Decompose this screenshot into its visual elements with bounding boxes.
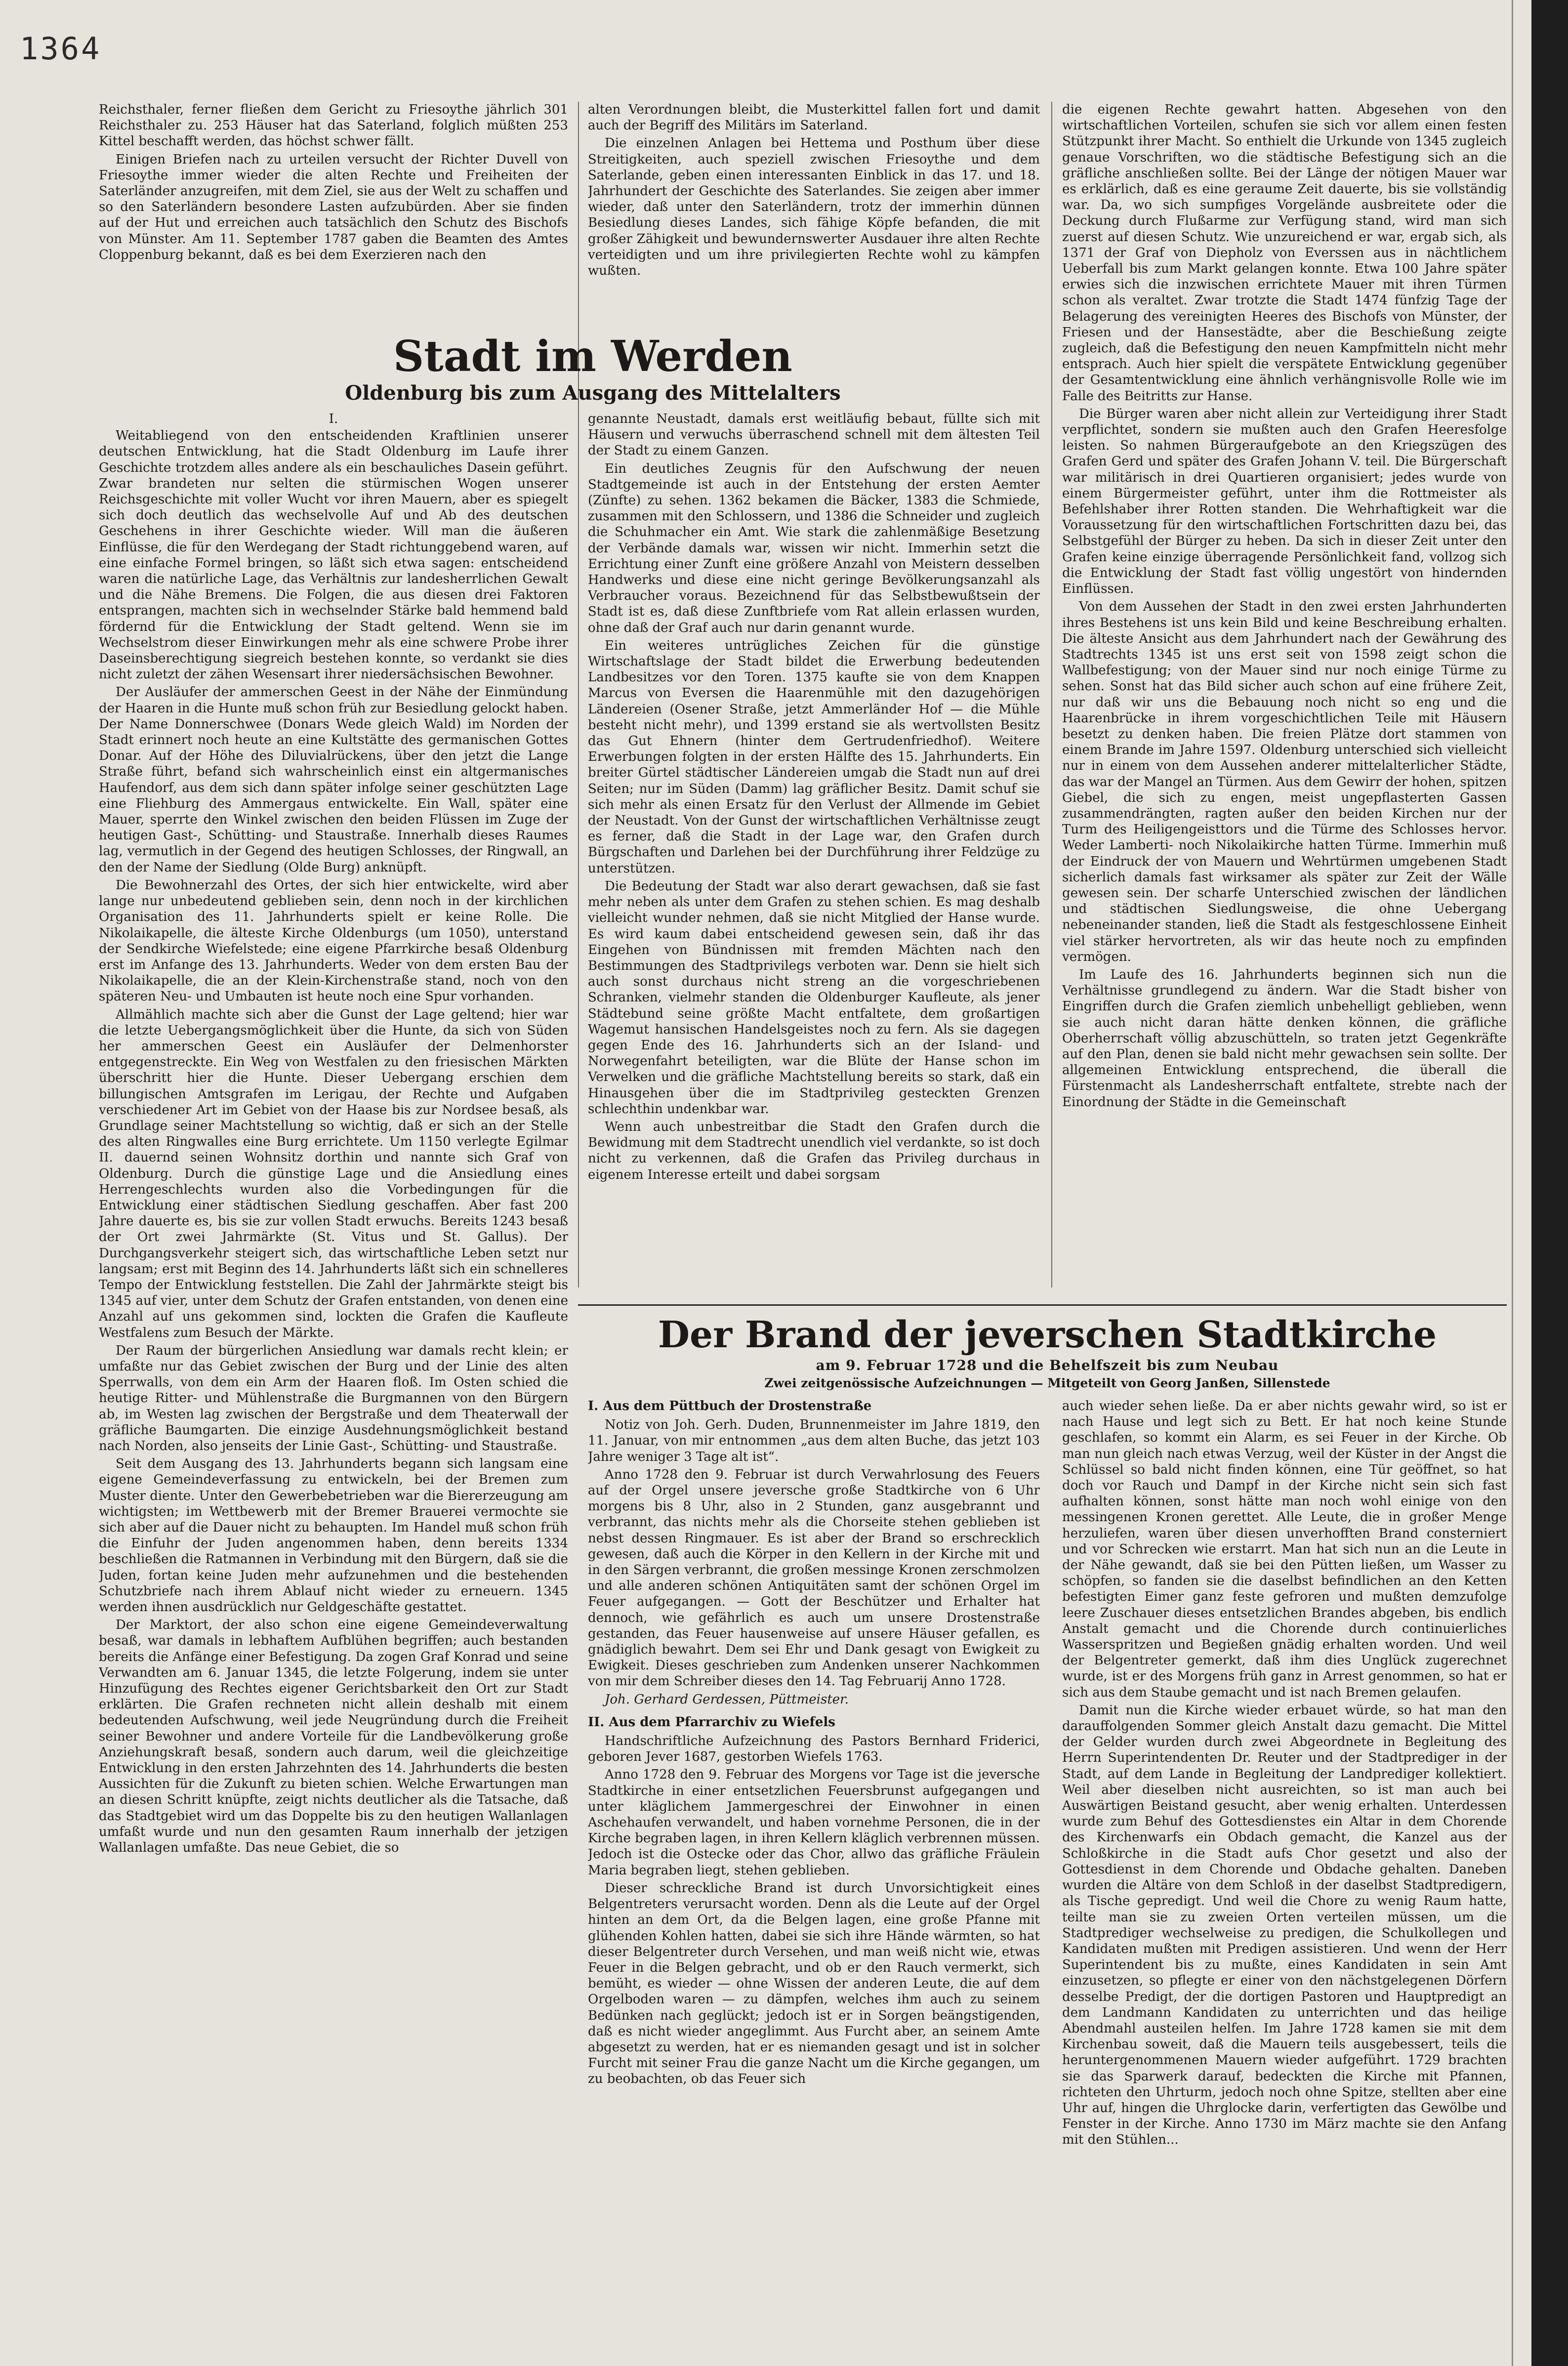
- paragraph: genannte Neustadt, damals erst weitläufig bebaut, füllte sich mit Häusern und verwuchs überraschend schnell mit dem ältesten Teil der Stadt zu einem Ganzen.: [588, 412, 1040, 458]
- paragraph: Anno 1728 den 9. Februar ist durch Verwahrlosung des Feuers auf der Orgel unsere jeversche große Stadtkirche von 6 Uhr morgens bis 8 Uhr, also in 2 Stunden, ganz ausgebrannt und verbrannt, das nichts mehr als die Chorseite stehen geblieben ist nebst dessen Ringmauer. Es ist aber der Brand so erschrecklich gewesen, daß auch die Körper in den Kellern in der Kirche mit und in den Särgen verbrannt, die großen messinge Kronen zerschmolzen und alle anderen schönen Antiquitäten samt der schönen Orgel im Feuer aufgegangen. — Gott der Beschützer und Erhalter hat dennoch, wie gefährlich es auch um unsere Drostenstraße gestanden, das Feuer hausenweise auf unsere Häuser gefallen, es gnädiglich bewahrt. Dem sei Ehr und Dank gesagt von Ewigkeit zu Ewigkeit. Dieses geschrieben zum Andenken unserer Nachkommen von mir dem Schreiber dieses den 14. Tag Februarij Anno 1728.: [588, 1467, 1040, 1689]
- paragraph: Die Bürger waren aber nicht allein zur Verteidigung ihrer Stadt verpflichtet, sondern sie mußten auch den Grafen Heeresfolge leisten. So nahmen Bürgeraufgebote an den Kriegszügen des Grafen Gerd und später des Grafen Johann V. teil. Die Bürgerschaft war militärisch in drei Quartieren organisiert; jedes wurde von einem Bürgermeister geführt, unter ihm die Rottmeister als Befehlshaber ihrer Rotten standen. Die Wehrhaftigkeit war die Voraussetzung für den wirtschaftlichen Fortschritten dazu bei, das Selbstgefühl der Bürger zu heben. Da sich in dieser Zeit unter den Grafen keine einzige überragende Persönlichkeit fand, vollzog sich die Entwicklung der Stadt fast völlig ungestört von hindernden Einflüssen.: [1062, 406, 1507, 597]
- scan-dark-border: [1531, 0, 1568, 2366]
- section-heading: I. Aus dem Püttbuch der Drostenstraße: [588, 1399, 872, 1413]
- article1-column-2: [588, 411, 1040, 1290]
- paragraph: Die Bedeutung der Stadt war also derart gewachsen, daß sie fast mehr neben als unter dem Grafen zu stehen schien. Es mag deshalb vielleicht wunder nehmen, daß sie nicht Mitglied der Hanse wurde. Es wird kaum dabei entscheidend gewesen sein, daß ihr das Eingehen von Bündnissen mit fremden Mächten nach den Bestimmungen des Stadtprivilegs verboten war. Denn sie hielt sich auch sonst durchaus nicht streng an die vorgeschriebenen Schranken, vielmehr standen die Oldenburger Kaufleute, als jener Städtebund seine größte Macht entfaltete, dem großartigen Wagemut hansischen Handelsgeistes noch zu fern. Als sie dagegen gegen Ende des 16. Jahrhunderts sich an der Island- und Norwegenfahrt beteiligten, war die Blüte der Hanse schon im Verwelken und die gräfliche Machtstellung bereits so stark, daß ein Hinausgehen über die im Stadtprivileg gesteckten Grenzen schlechthin undenkbar war.: [588, 878, 1040, 1117]
- article2-column-2: [1062, 1398, 1507, 2307]
- article-title: Stadt im Werden: [393, 332, 792, 381]
- page-number: 1364: [20, 31, 102, 67]
- paragraph: Einigen Briefen nach zu urteilen versucht der Richter Duvell von Friesoythe immer wieder die alten Rechte und Freiheiten der Saterländer anzugreifen, mit dem Ziel, sie aus der Welt zu schaffen und so den Saterländern besondere Lasten aufzubürden. Aber sie finden auf der Hut und erreichen auch tatsächlich den Schutz des Bischofs von Münster. Am 11. September 1787 gaben die Beamten des Amtes Cloppenburg bekannt, daß es bei dem Exerzieren nach den: [99, 152, 568, 262]
- paragraph: Damit nun die Kirche wieder erbauet würde, so hat man den darauffolgenden Sommer gleich Anstalt dazu gemacht. Die Mittel der Gelder wurden durch zwei Abgeordnete in Begleitung des Herrn Superintendenten Dr. Reuter und der Stadtprediger in der Stadt, auf dem Lande in Begleitung der Landprediger kollektiert. Weil aber dieselben nicht ausreichten, so ist man auch bei Auswärtigen Beistand gesucht, aber wenig erhalten. Unterdessen wurde zum Behuf des Gottesdienstes ein Altar in dem Chorende des Kirchenwarfs ein Obdach gemacht, die Kanzel aus der Schloßkirche in die Stadt aufs Chor gesetzt und also der Gottesdienst in dem Chorende und Obdache gehalten. Daneben wurden die Altäre von dem Schloß in der daselbst Stadtpredigern, als Tische gepredigt. Und weil die Chore zu wenig Raum hatte, teilte man sie zu zweien Orten verteilen müssen, um die Stadtprediger wechselweise zu predigen, die Schulkollegen und Kandidaten mußten mit Predigen assistieren. Und wenn der Herr Superintendent bis zu mußte, eines Kandidaten in sein Amt einzusetzen, so pflegte er einer von den nächstgelegenen Dörfern desselbe Predigt, der die dortigen Pastoren und Hauptpredigt an dem Landmann Kandidaten zu unterrichten und das heilige Abendmahl austeilen helfen. Im Jahre 1728 kamen sie mit dem Kirchenbau soweit, daß die Mauern teils ausgebessert, teils die heruntergenommenen Mauern wieder aufgeführt. 1729 brachten sie das Sparwerk darauf, bedeckten die Kirche mit Pfannen, richteten den Uhrturm, jedoch noch ohne Spitze, stellten aber eine Uhr auf, hingen die Uhrglocke darin, verfertigten das Gewölbe und Fenster in der Kirche. Anno 1730 im März machte sie den Anfang mit den Stühlen...: [1062, 1702, 1507, 2148]
- paragraph: Der Raum der bürgerlichen Ansiedlung war damals recht klein; er umfaßte nur das Gebiet zwischen der Burg und der Linie des alten Sperrwalls, von dem ein Arm der Haaren floß. Im Osten schied die heutige Ritter- und Mühlenstraße die Burgmannen von den Bürgern ab, im Westen lag zwischen der Bergstraße und dem Theaterwall der gräfliche Baumgarten. Die einzige Ausdehnungsmöglichkeit bestand nach Norden, also jenseits der Linie Gast-, Schütting- und Staustraße.: [99, 1343, 568, 1453]
- paragraph: Reichsthaler, ferner fließen dem Gericht zu Friesoythe jährlich 301 Reichsthaler zu. 253 Häuser hat das Saterland, folglich müßten 253 Kittel beschafft werden, das höchst schwer fällt.: [99, 102, 568, 149]
- article-subtitle: Oldenburg bis zum Ausgang des Mittelalters: [345, 381, 841, 405]
- paragraph: Im Laufe des 16. Jahrhunderts beginnen sich nun die Verhältnisse grundlegend zu ändern. War die Stadt bisher von Eingriffen durch die Grafen ziemlich unbehelligt geblieben, wenn sie auch nicht daran hätte denken können, die gräfliche Oberherrschaft völlig abzuschütteln, so traten jetzt Gegenkräfte auf den Plan, denen sie bald nicht mehr gewachsen sein sollte. Der allgemeinen Entwicklung entsprechend, die überall die Fürstenmacht als Landesherrschaft entfaltete, strebte nach der Einordnung der Städte in die Gemeinschaft: [1062, 967, 1507, 1110]
- scan-edge-line: [1512, 0, 1513, 2366]
- paragraph: Allmählich machte sich aber die Gunst der Lage geltend; hier war die letzte Uebergangsmöglichkeit über die Hunte, da sich von Süden her ammerschen Geest ein Ausläufer der Delmenhorster entgegenstreckte. Ein Weg von Westfalen zu den friesischen Märkten überschritt hier die Hunte. Dieser Uebergang erschien dem billungischen Amtsgrafen im Lerigau, der Rechte und Aufgaben verschiedener Art im Gebiet von der Haase bis zur Nordsee besaß, als Grundlage seiner Machtstellung so wichtig, daß er sich an der Stelle des alten Ringwalles eine Burg errichtete. Um 1150 verlegte Egilmar II. dauernd seinen Wohnsitz dorthin und nannte sich Graf von Oldenburg. Durch die günstige Lage und die Ansiedlung eines Herrengeschlechts wurden also die Vorbedingungen für die Entwicklung einer städtischen Siedlung geschaffen. Aber fast 200 Jahre dauerte es, bis sie zur vollen Stadt erwuchs. Bereits 1243 besaß der Ort zwei Jahrmärkte (St. Vitus und St. Gallus). Der Durchgangsverkehr steigert sich, das wirtschaftliche Leben setzt nur langsam; erst mit Beginn des 14. Jahrhunderts läßt sich ein schnelleres Tempo der Entwicklung feststellen. Die Zahl der Jahrmärkte steigt bis 1345 auf vier, unter dem Schutz der Grafen entstanden, von denen eine Anzahl auf uns gekommen sind, lockten die Grafen die Kaufleute Westfalens zum Besuch der Märkte.: [99, 1007, 568, 1340]
- paragraph: Der Ausläufer der ammerschen Geest in der Nähe der Einmündung der Haaren in die Hunte muß schon früh zur Besiedlung gelockt haben. Der Name Donnerschwee (Donars Wede gleich Wald) im Norden der Stadt erinnert noch heute an eine Kultstätte des germanischen Gottes Donar. Auf der Höhe des Diluvialrückens, über den jetzt die Lange Straße führt, befand sich wahrscheinlich einst ein altgermanisches Haufendorf, aus dem sich dann später infolge seiner geschützten Lage eine Fliehburg des Ammergaus entwickelte. Ein Wall, später eine Mauer, sperrte den Winkel zwischen den beiden Flüssen im Zuge der heutigen Gast-, Schütting- und Staustraße. Innerhalb dieses Raumes lag, vermutlich in der Gegend des heutigen Schlosses, der Ringwall, an den der Name der Siedlung (Olde Burg) anknüpft.: [99, 685, 568, 875]
- article2-top-rule: [578, 1304, 1507, 1306]
- paragraph: Notiz von Joh. Gerh. Duden, Brunnenmeister im Jahre 1819, den 11. Januar, von mir entnommen „aus dem alten Buche, das jetzt 103 Jahre weniger 3 Tage alt ist“.: [588, 1417, 1040, 1464]
- section-heading: II. Aus dem Pfarrarchiv zu Wiefels: [588, 1714, 835, 1730]
- paragraph: Weitabliegend von den entscheidenden Kraftlinien unserer deutschen Entwicklung, hat die Stadt Oldenburg im Laufe ihrer Geschichte trotzdem alles andere als ein beschauliches Dasein geführt. Zwar brandeten nur selten die stürmischen Wogen unserer Reichsgeschichte mit voller Wucht vor ihren Mauern, aber es spiegelt sich doch deutlich das wechselvolle Auf und Ab des deutschen Geschehens in ihrer Geschichte wieder. Will man die äußeren Einflüsse, die für den Werdegang der Stadt richtunggebend waren, auf eine einfache Formel bringen, so läßt sich etwa sagen: entscheidend waren die natürliche Lage, das Verhältnis zur landesherrlichen Gewalt und die Nähe Bremens. Die Folgen, die aus diesen drei Faktoren entsprangen, machten sich in wechselnder Stärke bald hemmend bald fördernd für die Entwicklung der Stadt geltend. Wenn sie im Wechselstrom dieser Einwirkungen mehr als eine schwere Probe ihrer Daseinsberechtigung siegreich bestehen konnte, so verdankt sie dies nicht zuletzt der zähen Wesensart ihrer niedersächsischen Bewohner.: [99, 428, 568, 682]
- article1-column-1: [99, 411, 568, 2190]
- article2-title: Der Brand der jeverschen Stadtkirche: [658, 1314, 1437, 1356]
- paragraph: alten Verordnungen bleibt, die Musterkittel fallen fort und damit auch der Begriff des Militärs im Saterland.: [588, 102, 1040, 133]
- paragraph: Wenn auch unbestreitbar die Stadt den Grafen durch die Bewidmung mit dem Stadtrecht unendlich viel verdankte, so ist doch nicht zu verkennen, daß die Grafen das Privileg durchaus in eigenem Interesse erteilt und dabei sorgsam: [588, 1119, 1040, 1182]
- top-column-1: [99, 102, 568, 319]
- paragraph: Dieser schreckliche Brand ist durch Unvorsichtigkeit eines Belgentreters verursacht worden. Denn als die Leute auf der Orgel hinten an dem Ort, da die Belgen lagen, eine große Pfanne mit glühenden Kohlen hatten, dabei sie sich ihre Hände wärmten, so hat dieser Belgentreter durch Versehen, und man weiß nicht wie, etwas Feuer in die Belgen gebracht, und ob er den Rauch vermerkt, sich bemüht, es wieder — ohne Wissen der anderen Leute, die auf dem Orgelboden waren — zu dämpfen, welches ihm auch zu seinem Bedünken nach geglückt; jedoch ist er in Sorgen beängstigenden, daß es nicht wieder angeglimmt. Aus Furcht aber, an seinem Amte abgesetzt zu werden, hat er es niemanden gesagt und ist in solcher Furcht mit seiner Frau die ganze Nacht um die Kirche gegangen, um zu beobachten, ob das Feuer sich: [588, 1880, 1040, 2087]
- paragraph: Handschriftliche Aufzeichnung des Pastors Bernhard Friderici, geboren Jever 1687, gestorben Wiefels 1763.: [588, 1734, 1040, 1765]
- paragraph: auch wieder sehen ließe. Da er aber nichts gewahr wird, so ist er nach Hause und legt sich zu Bett. Er hat noch keine Stunde geschlafen, so kommt ein Alarm, es sei Feuer in der Kirche. Ob man nun gleich nach etwas Verzug, weil der Küster in der Angst die Schlüssel so bald nicht finden können, eine Tür geöffnet, so hat doch vor Rauch und Dampf in der Kirche nicht sein sich fast aufhalten können, sonst hätte man noch wohl einige von den messingenen Kronen gerettet. Alle Leute, die in großer Menge herzuliefen, waren über diesen unverhofften Brand consterniert und vor Schrecken wie erstarrt. Man hat sich nun an die Leute in der Nähe gewandt, daß sie bei den Pütten ließen, um Wasser zu schöpfen, so fanden sie die daselbst befindlichen an den Ketten befestigten Eimer ganz feste gefroren und mußten demzufolge leere Zuschauer dieses entsetzlichen Brandes abgeben, bis endlich Anstalt gemacht und die Chorende durch continuierliches Wasserspritzen und Begießen gnädig erhalten worden. Und weil der Belgentreter gemerkt, daß ihm dies Unglück zugerechnet wurde, ist er des Morgens früh ganz in Arrest genommen, so hat er sich aus dem Staube gemacht und ist nach Bremen gelaufen.: [1062, 1399, 1507, 1700]
- section-number: I.: [329, 412, 338, 426]
- article2-column-1: [588, 1398, 1040, 2307]
- paragraph: Anno 1728 den 9. Februar des Morgens vor Tage ist die jeversche Stadtkirche in einer entsetzlichen Feuersbrunst aufgegangen und unter kläglichem Jammergeschrei der Einwohner in einen Aschehaufen verwandelt, und haben vornehme Personen, die in der Kirche begraben lagen, in ihren Kellern kläglich verbrennen müssen. Jedoch ist die Osteckе oder das Chor, allwo das gräfliche Fräulein Maria begraben liegt, stehen geblieben.: [588, 1767, 1040, 1878]
- signature-line: Joh. Gerhard Gerdessen, Püttmeister.: [605, 1692, 849, 1707]
- paragraph: Seit dem Ausgang des 13. Jahrhunderts begann sich langsam eine eigene Gemeindeverfassung zu entwickeln, bei der Bremen zum Muster diente. Unter den Gewerbebetrieben war die Biererzeugung am wichtigsten; im Wettbewerb mit der Bremer Brauerei vermochte sie sich aber auf die Dauer nicht zu behaupten. Im Handel muß schon früh die Einfuhr der Juden angenommen haben, denn bereits 1334 beschließen die Ratmannen in Verbindung mit den Bürgern, daß sie die Juden, fortan keine Juden mehr aufzunehmen und die bestehenden Schutzbriefe nach ihrem Ablauf nicht wieder zu erneuern. 1345 werden ihnen ausdrücklich nur Geldgeschäfte gestattet.: [99, 1456, 568, 1615]
- article2-byline: Zwei zeitgenössische Aufzeichnungen — Mitgeteilt von Georg Janßen, Sillenstede: [764, 1376, 1330, 1390]
- top-column-2: [588, 102, 1040, 319]
- top-column-3: [1062, 102, 1507, 1299]
- article2-subtitle: am 9. Februar 1728 und die Behelfszeit bis zum Neubau: [816, 1357, 1279, 1373]
- paragraph: Die Bewohnerzahl des Ortes, der sich hier entwickelte, wird aber lange nur unbedeutend geblieben sein, denn noch in der kirchlichen Organisation des 11. Jahrhunderts spielt er keine Rolle. Die Nikolaikapelle, die älteste Kirche Oldenburgs (um 1050), unterstand der Sendkirche Wiefelstede; eine eigene Pfarrkirche besaß Oldenburg erst im Anfange des 13. Jahrhunderts. Weder von dem ersten Bau der Nikolaikapelle, die an der Klein-Kirchenstraße stand, noch von den späteren Neu- und Umbauten ist heute noch eine Spur vorhanden.: [99, 877, 568, 1004]
- paragraph: Der Marktort, der also schon eine eigene Gemeindeverwaltung besaß, war damals in lebhaftem Aufblühen begriffen; auch bestanden bereits die Anfänge einer Befestigung. Da zogen Graf Konrad und seine Verwandten am 6. Januar 1345, die letzte Folgerung, indem sie unter Hinzufügung des Rechtes eigener Gerichtsbarkeit den Ort zur Stadt erklärten. Die Grafen rechneten nicht allein deshalb mit einem bedeutenden Aufschwung, weil jede Neugründung durch die Freiheit seiner Bewohner und andere Vorteile für die Landbevölkerung große Anziehungskraft besaß, sondern auch darum, weil die gleichzeitige Entwicklung in den ersten Jahrzehnten des 14. Jahrhunderts die besten Aussichten für die Zukunft zu bieten schien. Welche Erwartungen man an diesen Schritt knüpfte, zeigt nichts deutlicher als die Tatsache, daß das Stadtgebiet wird um das Doppelte bis zu den heutigen Wallanlagen umfaßt wurde und nun den gesamten Raum innerhalb der jetzigen Wallanlagen umfaßte. Das neue Gebiet, die so: [99, 1618, 568, 1856]
- paragraph: Die einzelnen Anlagen bei Hettema und Posthum über diese Streitigkeiten, auch speziell zwischen Friesoythe und dem Saterlande, geben einen interessanten Einblick in das 17. und 18. Jahrhundert der Geschichte des Saterlandes. Sie zeigen aber immer wieder, daß unter den Saterländern, trotz der immerhin dünnen Besiedlung dieses Landes, sich fähige Köpfe befanden, die mit großer Zähigkeit und bewundernswerter Ausdauer ihre alten Rechte verteidigten und um ihre privilegierten Rechte wohl zu kämpfen wußten.: [588, 136, 1040, 279]
- paragraph: Von dem Aussehen der Stadt in den zwei ersten Jahrhunderten ihres Bestehens ist uns kein Bild und keine Beschreibung erhalten. Die älteste Ansicht aus dem Jahrhundert nach der Gewährung des Stadtrechts 1345 ist uns erst seit von 1598 zeigt schon die Wallbefestigung; von der Mauer sind nur noch einige Türme zu sehen. Sonst hat das Bild sicher auch schon auf eine frühere Zeit, nur daß wir uns die Bebauung noch nicht so eng und die Haarenbrücke in ihrem vorgeschichtlichen Teile mit Häusern besetzt zu denken haben. Die freien Plätze dort stammen von einem Brande im Jahre 1597. Oldenburg unterschied sich vielleicht nur in einem von dem Aussehen anderer mittelalterlicher Städte, das war der Mangel an Türmen. Aus dem Gewirr der hohen, spitzen Giebel, die sich zu engen, meist ungepflasterten Gassen zusammendrängten, ragten außer den beiden Kirchen nur der Turm des Heiligengeisttors und die Türme des Schlosses hervor. Weder Lamberti- noch Nikolaikirche hatten Türme. Immerhin muß der Eindruck der von Mauern und Wehrtürmen umgebenen Stadt sicherlich damals fast wirksamer als später zur Zeit der Wälle gewesen sein. Der scharfe Unterschied zwischen der ländlichen und städtischen Siedlungsweise, die ohne Uebergang nebeneinander standen, ließ die Stadt als festgeschlossene Einheit viel stärker hervortreten, als wir das heute noch zu empfinden vermögen.: [1062, 599, 1507, 964]
- column-divider: [578, 102, 579, 1287]
- column-divider: [1051, 102, 1052, 1287]
- paragraph: Ein weiteres untrügliches Zeichen für die günstige Wirtschaftslage der Stadt bildet die Erwerbung bedeutenden Landbesitzes vor den Toren. 1375 kaufte sie von dem Knappen Marcus von Eversen die Haarenmühle mit den dazugehörigen Ländereien (Osener Straße, jetzt Ammerländer Hof — die Mühle besteht nicht mehr), und 1399 erstand sie als wertvollsten Besitz das Gut Ehnern (hinter dem Gertrudenfriedhof). Weitere Erwerbungen folgten in der ersten Hälfte des 15. Jahrhunderts. Ein breiter Gürtel städtischer Ländereien umgab die Stadt nun auf drei Seiten; nur im Süden (Damm) lag gräflicher Besitz. Damit schuf sie sich mehr als einen Ersatz für den Verlust der Allmende im Gebiet der Neustadt. Von der Gunst der wirtschaftlichen Verhältnisse zeugt es ferner, daß die Stadt in der Lage war, den Grafen durch Bürgschaften und Darlehen bei der Durchführung ihrer Feldzüge zu unterstützen.: [588, 638, 1040, 876]
- paragraph: Ein deutliches Zeugnis für den Aufschwung der neuen Stadtgemeinde ist auch in der Entstehung der ersten Aemter (Zünfte) zu sehen. 1362 bekamen die Bäcker, 1383 die Schmiede, zusammen mit den Schlossern, und 1386 die Schneider und zugleich die Schuhmacher ein Amt. Wie stark die zahlenmäßige Besetzung der Verbände damals war, wissen wir nicht. Immerhin setzt die Errichtung einer Zunft eine größere Anzahl von Meistern desselben Handwerks und diese eine nicht geringe Bevölkerungsanzahl als Verbraucher voraus. Bezeichnend für das Selbstbewußtsein der Stadt ist es, daß diese Zunftbriefe vom Rat allein erlassen wurden, ohne daß der Graf auch nur darin genannt wurde.: [588, 461, 1040, 635]
- paragraph: die eigenen Rechte gewahrt hatten. Abgesehen von den wirtschaftlichen Vorteilen, schufen sie sich vor allem einen festen Stützpunkt ihrer Macht. So enthielt die Urkunde von 1345 zugleich genaue Vorschriften, wo die städtische Befestigung sich an die gräfliche anschließen sollte. Bei der Länge der nötigen Mauer war es erklärlich, daß es eine geraume Zeit dauerte, bis sie vollständig war. Da, wo sich sumpfiges Vorgelände ausbreitete oder die Deckung durch Flußarme zur Verfügung stand, wird man sich zuerst auf diesen Schutz. Wie unzureichend er war, ergab sich, als 1371 der Graf von Diepholz von Everssen aus in nächtlichem Ueberfall bis zum Markt gelangen konnte. Etwa 100 Jahre später erwies sich die inzwischen errichtete Mauer mit ihren Türmen schon als veraltet. Zwar trotzte die Stadt 1474 fünfzig Tage der Belagerung des vereinigten Heeres des Bischofs von Münster, der Friesen und der Hansestädte, aber die Beschießung zeigte zugleich, daß die Befestigung den neuen Kampfmitteln nicht mehr entsprach. Auch hier spielt die verspätete Entwicklung gegenüber der Gesamtentwicklung eine ähnlich verhängnisvolle Rolle wie im Falle des Beitritts zur Hanse.: [1062, 102, 1507, 404]
